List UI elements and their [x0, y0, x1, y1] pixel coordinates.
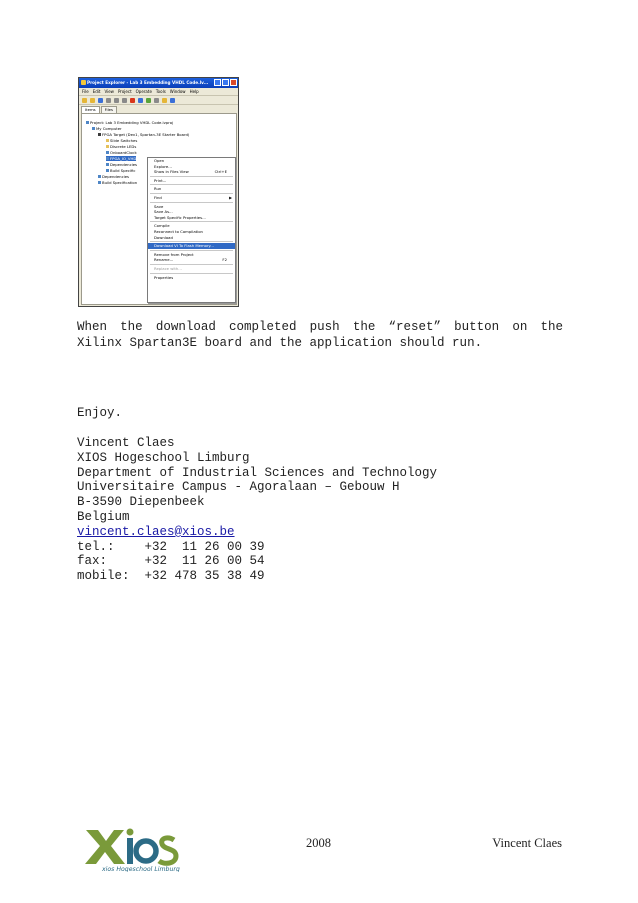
menu-project: Project	[117, 89, 132, 94]
footer-author: Vincent Claes	[492, 836, 562, 850]
project-icon	[86, 121, 89, 124]
run-icon	[146, 98, 151, 103]
contact-block	[77, 436, 437, 584]
menu-edit: Edit	[92, 89, 101, 94]
context-menu-item: Remove from Project	[154, 251, 194, 257]
fpga-target-icon	[98, 133, 101, 136]
tree-item: Dependencies	[106, 162, 137, 167]
tree-item: Slide Switches	[106, 138, 137, 143]
menu-separator	[150, 250, 233, 251]
context-menu-item: Compile	[154, 223, 170, 229]
tree-item: My Computer	[92, 126, 122, 131]
dependencies-icon	[106, 163, 109, 166]
context-menu-item: Show in Files View Ctrl+E	[154, 169, 227, 175]
tree-item: Build Specification	[98, 180, 137, 185]
context-menu-item: Run	[154, 186, 162, 192]
context-menu-item: Print...	[154, 177, 167, 183]
new-icon	[82, 98, 87, 103]
contact-mobile: mobile: +32 478 35 38 49	[77, 569, 265, 584]
menu-shortcut: Ctrl+E	[214, 169, 227, 175]
minimize-button	[214, 79, 221, 86]
logo-caption: xios Hogeschool Limburg	[102, 866, 180, 872]
context-menu-item: Properties	[154, 274, 174, 280]
help-icon	[170, 98, 175, 103]
context-menu-item: Open	[154, 158, 165, 163]
delete-icon	[130, 98, 135, 103]
menu-separator	[150, 273, 233, 274]
contact-name: Vincent Claes	[77, 436, 175, 450]
open-icon	[90, 98, 95, 103]
tree-item: Discrete LEDs	[106, 144, 136, 149]
menu-tools: Tools	[155, 89, 166, 94]
context-menu-item: Download	[154, 234, 173, 240]
context-menu-item: Save	[154, 203, 164, 209]
clock-icon	[106, 151, 109, 154]
context-menu-item: Replace with...	[154, 265, 182, 271]
contact-fax: fax: +32 11 26 00 54	[77, 554, 265, 569]
properties-icon	[154, 98, 159, 103]
footer-year: 2008	[306, 836, 331, 850]
labview-app-icon	[81, 80, 86, 85]
toolbar	[79, 96, 238, 105]
explorer-tabs	[79, 105, 238, 113]
contact-campus: Universitaire Campus - Agoralaan – Gebouw H	[77, 480, 400, 495]
context-menu-item: Rename... F2	[154, 257, 227, 263]
menu-separator	[150, 184, 233, 185]
context-menu-item: Target Specific Properties...	[154, 214, 206, 220]
menu-help: Help	[189, 89, 199, 94]
menu-separator	[150, 193, 233, 194]
window-titlebar	[79, 78, 238, 88]
folder-icon	[106, 145, 109, 148]
contact-city: B-3590 Diepenbeek	[77, 495, 205, 510]
contact-country: Belgium	[77, 509, 130, 524]
computer-icon	[92, 127, 95, 130]
vi-icon	[106, 157, 109, 160]
window-title: Project Explorer - Lab 3 Embedding VHDL Code.lv...	[87, 80, 209, 85]
tree-item: FPGA Target (Dev1, Spartan-3E Starter Board)	[98, 132, 189, 137]
menu-separator	[150, 241, 233, 242]
xios-logo	[78, 824, 188, 872]
menu-operate: Operate	[135, 89, 152, 94]
menu-separator	[150, 202, 233, 203]
context-menu-item: Explore...	[154, 163, 172, 169]
menu-file: File	[82, 89, 89, 94]
copy-icon	[114, 98, 119, 103]
context-menu-item: Save As...	[154, 209, 173, 215]
enjoy-text: Enjoy.	[77, 406, 123, 420]
close-button	[230, 79, 237, 86]
folder-icon	[106, 139, 109, 142]
menu-window: Window	[169, 89, 186, 94]
maximize-button	[222, 79, 229, 86]
context-menu-item: Download VI To Flash Memory...	[148, 243, 235, 249]
contact-tel: tel.: +32 11 26 00 39	[77, 539, 265, 554]
cut-icon	[106, 98, 111, 103]
contact-school: XIOS Hogeschool Limburg	[77, 450, 250, 465]
contact-department: Department of Industrial Sciences and Technology	[77, 465, 438, 480]
submenu-arrow-icon: ▶	[229, 194, 232, 200]
paste-icon	[122, 98, 127, 103]
instruction-paragraph: When the download completed push the “reset” button on the Xilinx Spartan3E board and the application should run.	[77, 320, 563, 350]
tree-item: Dependencies	[98, 174, 129, 179]
menu-separator	[150, 176, 233, 177]
build-spec-icon	[106, 169, 109, 172]
dependencies-icon	[98, 175, 101, 178]
project-explorer-screenshot	[78, 77, 239, 307]
menu-shortcut: F2	[222, 257, 227, 263]
tab-items: Items	[81, 106, 100, 113]
menu-bar	[79, 88, 238, 96]
build-spec-icon	[98, 181, 101, 184]
context-menu-item: Find ▶	[154, 194, 232, 200]
email-link[interactable]: vincent.claes@xios.be	[77, 524, 235, 539]
menu-separator	[150, 221, 233, 222]
context-menu	[147, 157, 236, 303]
save-icon	[98, 98, 103, 103]
menu-view: View	[104, 89, 114, 94]
build-icon	[138, 98, 143, 103]
context-menu-item: Reconnect to Compilation	[154, 228, 203, 234]
tree-item: Build Specific	[106, 168, 136, 173]
folder-icon	[162, 98, 167, 103]
tree-item: Project: Lab 3 Embedding VHDL Code.lvproj	[86, 120, 173, 125]
tree-item-selected: FPGA_IO_VHD	[106, 156, 136, 161]
tree-item: OnboardClock	[106, 150, 137, 155]
tab-files: Files	[101, 106, 117, 113]
menu-separator	[150, 264, 233, 265]
